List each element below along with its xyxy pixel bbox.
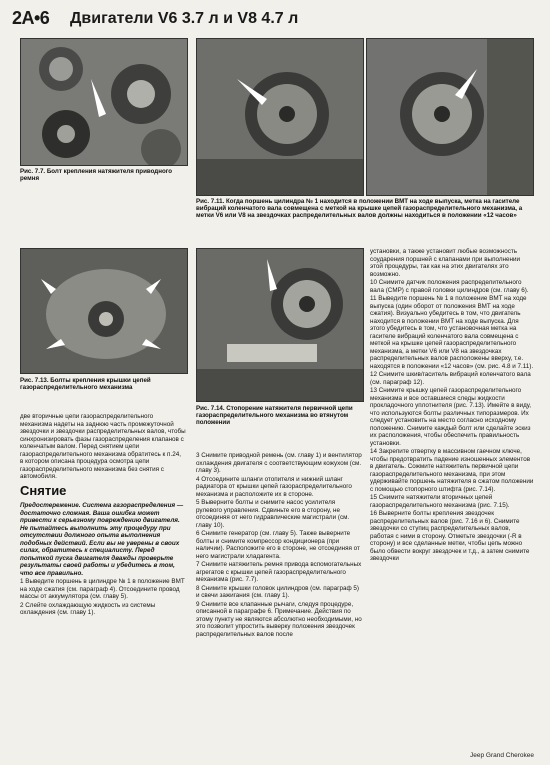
page-code: 2A•6 [12, 8, 50, 28]
photo-fig-7-14 [196, 248, 364, 402]
step-10: 10 Снимите датчик положения распределительного вала (CMP) с правой головки цилиндров (см. главу 6). [370, 279, 529, 294]
photo-fig-7-11-left [196, 38, 364, 196]
step-2: 2 Слейте охлаждающую жидкость из системы охлаждения (см. главу 1). [20, 601, 156, 616]
text-column-2 [196, 452, 362, 639]
page-footer: Jeep Grand Cherokee [470, 752, 534, 759]
text-column-1 [20, 413, 186, 482]
caption-fig-7-7: Рис. 7.7. Болт крепления натяжителя приводного ремня [20, 168, 173, 183]
col1-intro: две вторичные цепи газораспределительного механизма надеты на заднюю часть промежуточной звездочки и звездочки распределительных валов, чтобы синхронизировать фазы газораспределения клапанов с коленчатым валом. Перед снятием цепи газораспределительного механизма обратитесь к п.24, в котором описана процедура осмотра цепи газораспределительного механизма без снятия с автомобиля. [20, 413, 186, 480]
step-16: 16 Выверните болты крепления звездочек распределительных валов (рис. 7.16 и 6). Снимите звездочки со ступиц распределительных валов, работая с ними в сторону. Отметьте звездочки (-R в сторону) и все сделанные метки, чтобы цепь можно было обвести вокруг звездочек и т.д., а затем снимите звездочки [370, 510, 530, 562]
step-9: 9 Снимите все клапанные рычаги, следуя процедуре, описанной в параграфе 6. Примечание. Действия по этому пункту не являются абсолютно необходимыми, но это позволит упростить выверку положения звездочек распределительных валов после [196, 600, 362, 638]
step-7: 7 Снимите натяжитель ремня привода вспомогательных агрегатов с крышки цепей газораспределительного механизма (рис. 7.7). [196, 561, 362, 583]
photo-fig-7-7 [20, 38, 188, 166]
step-15: 15 Снимите натяжители вторичных цепей газораспределительного механизма (рис. 7.15). [370, 494, 510, 509]
step-14: 14 Закрепите отвертку в массивном гаечном ключе, чтобы предотвратить падение изношенных элементов в двигатель. Сожмите натяжитель первичной цепи газораспределительного механизма, при этом удерживайте поршень натяжителя в сжатом положении с помощью стопорного штифта (рис. 7.14). [370, 448, 534, 493]
page-title: Двигатели V6 3.7 л и V8 4.7 л [70, 10, 299, 27]
caption-fig-7-14: Рис. 7.14. Стопорение натяжителя первичной цепи газораспределительного механизма во втянутом положении [196, 405, 353, 427]
step-1: 1 Выведите поршень в цилиндре № 1 в положение ВМТ на ходе сжатия (см. параграф 4). Отсоедините провод массы от аккумулятора (см. главу 5). [20, 578, 185, 600]
caption-fig-7-11: Рис. 7.11. Когда поршень цилиндра № 1 находится в положении ВМТ на ходе выпуска, метка на гасителе вибраций коленчатого вала совмещена с меткой на крышке цепей газораспределительного механизма, а метки V6 или V8 на звездочках распределительных валов должны находиться в положении «12 часов» [196, 198, 523, 220]
step-4: 4 Отсоедините шланги отопителя и нижний шланг радиатора от крышки цепей газораспределительного механизма и расположите их в стороне. [196, 475, 352, 498]
step-3: 3 Снимите приводной ремень (см. главу 1) и вентилятор охлаждения двигателя с соответствующим кожухом (см. главу 3). [196, 452, 362, 474]
page-header [12, 6, 540, 32]
step-5: 5 Выверните болты и снимите насос усилителя рулевого управления. Сдвиньте его в сторону, не отсоединяя от него гидравлические магистрали (см. главу 10). [196, 499, 350, 529]
step-13: 13 Снимите крышку цепей газораспределительного механизма и все оставшиеся следы жидкости прокладочного уплотнителя (рис. 7.13). Имейте в виду, что используются болты различных типоразмеров. Их следует установить на место согласно исходному положению. Снимите каждый болт или сделайте эскиз их расположения, чтобы обеспечить правильность установки. [370, 387, 532, 447]
photo-fig-7-11-right [366, 38, 534, 196]
step-12: 12 Снимите шкив/гаситель вибраций коленчатого вала (см. параграф 12). [370, 371, 531, 386]
text-column-3 [370, 248, 534, 564]
photo-fig-7-13 [20, 248, 188, 374]
step-11: 11 Выведите поршень № 1 в положение ВМТ на ходе выпуска (один оборот от положения ВМТ на ходе сжатия). Визуально убедитесь в том, что двигатель находится в положении ВМТ на ходе выпуска. Для этого убедитесь в том, что установочная метка на гасителе вибраций коленчатого вала совмещена с меткой на крышке цепей газораспределительного механизма, а метки V6 или V8 на звездочках распределительных валов расположены вверху, т.е. находятся в положении «12 часов» (см. рис. 4.8 и 7.11). [370, 295, 534, 370]
step-6: 6 Снимите генератор (см. главу 5). Также выверните болты и снимите компрессор кондиционера (при наличии). Расположите его в стороне, не отсоединяя от него магистрали хладагента. [196, 530, 360, 560]
text-column-1-body [20, 502, 186, 618]
warning-text: Предостережение. Система газораспределения — достаточно сложная. Ваша ошибка может привести к серьезному повреждению двигателя. Не пытайтесь выполнить эту процедуру при отсутствии должного опыта выполнения подобных действий. Если вы не уверены в своих силах, обратитесь к специалисту. Перед попыткой пуска двигателя дважды проверьте результаты своей работы и убедитесь в том, что все правильно. [20, 502, 184, 577]
step-8: 8 Снимите крышки головок цилиндров (см. параграф 5) и свечи зажигания (см. главу 1). [196, 584, 359, 599]
caption-fig-7-13: Рис. 7.13. Болты крепления крышки цепей газораспределительного механизма [20, 377, 151, 392]
col3-continuation: установки, а также установит любые возможность соударения поршней с клапанами при выполнении этой процедуры, так как на этих двигателях это возможно. [370, 248, 521, 278]
section-heading-removal: Снятие [20, 483, 67, 498]
